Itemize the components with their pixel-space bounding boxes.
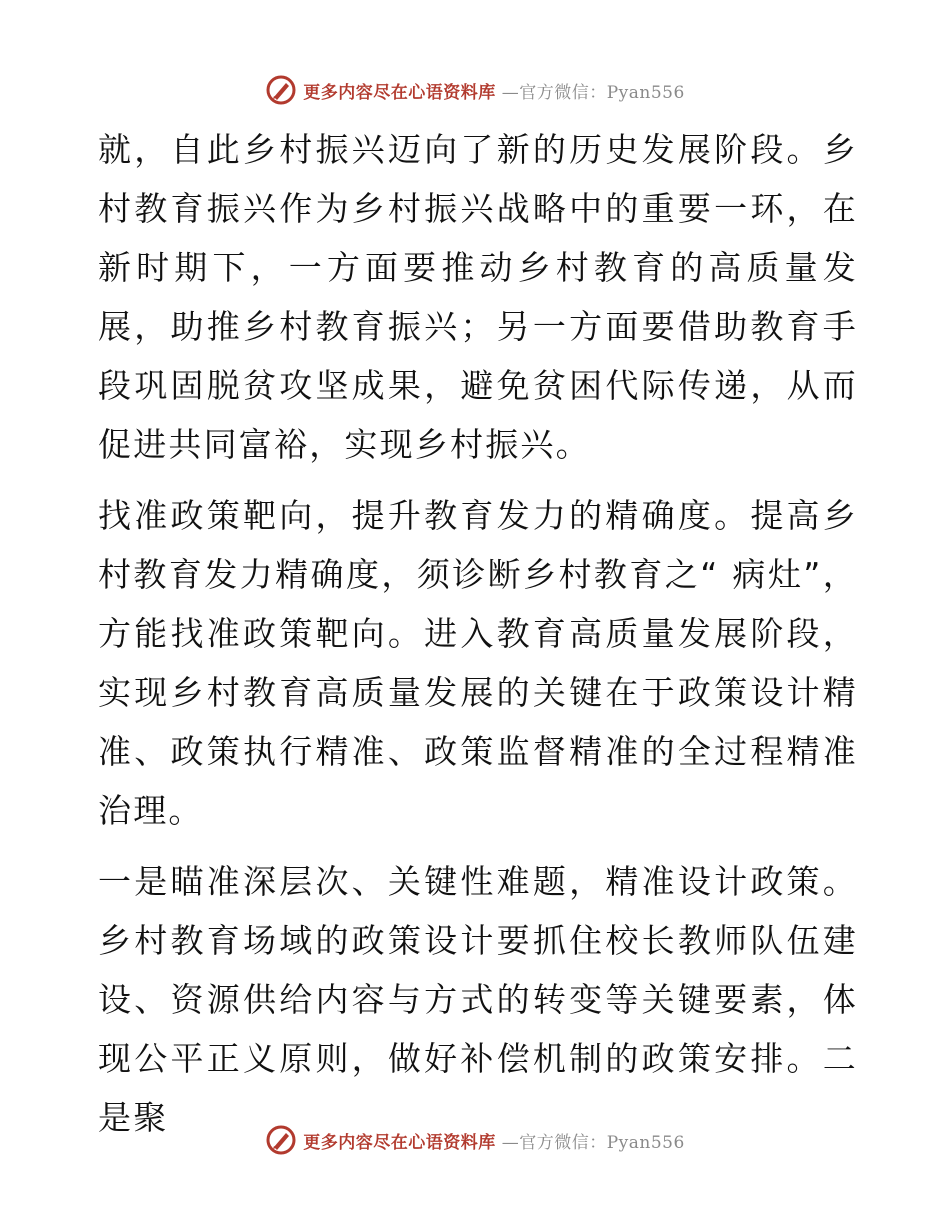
paragraph-3: 一是瞄准深层次、关键性难题，精准设计政策。乡村教育场域的政策设计要抓住校长教师队伍建设、资源供给内容与方式的转变等关键要素，体现公平正义原则，做好补偿机制的政策安排。二是聚 [98, 862, 858, 1137]
document-body [98, 120, 858, 1147]
watermark-inner [265, 74, 685, 106]
watermark-inner [265, 1124, 685, 1156]
pen-circle-icon [265, 1124, 297, 1156]
paragraph-1: 就，自此乡村振兴迈向了新的历史发展阶段。乡村教育振兴作为乡村振兴战略中的重要一环，在新时期下，一方面要推动乡村教育的高质量发展，助推乡村教育振兴；另一方面要借助教育手段巩固脱贫攻坚成果，避免贫困代际传递，从而促进共同富裕，实现乡村振兴。 [98, 130, 858, 464]
header-watermark [0, 70, 950, 110]
watermark-contact: —官方微信：Pyan556 [501, 1132, 685, 1153]
footer-watermark [0, 1120, 950, 1160]
watermark-contact: —官方微信：Pyan556 [501, 82, 685, 103]
pen-circle-icon [265, 74, 297, 106]
paragraph-2: 找准政策靶向，提升教育发力的精确度。提高乡村教育发力精确度，须诊断乡村教育之“ 病灶”，方能找准政策靶向。进入教育高质量发展阶段，实现乡村教育高质量发展的关键在于政策设计精准、政策执行精准、政策监督精准的全过程精准治理。 [98, 496, 858, 830]
watermark-brand: 更多内容尽在心语资料库 [303, 1132, 496, 1153]
watermark-brand: 更多内容尽在心语资料库 [303, 82, 496, 103]
